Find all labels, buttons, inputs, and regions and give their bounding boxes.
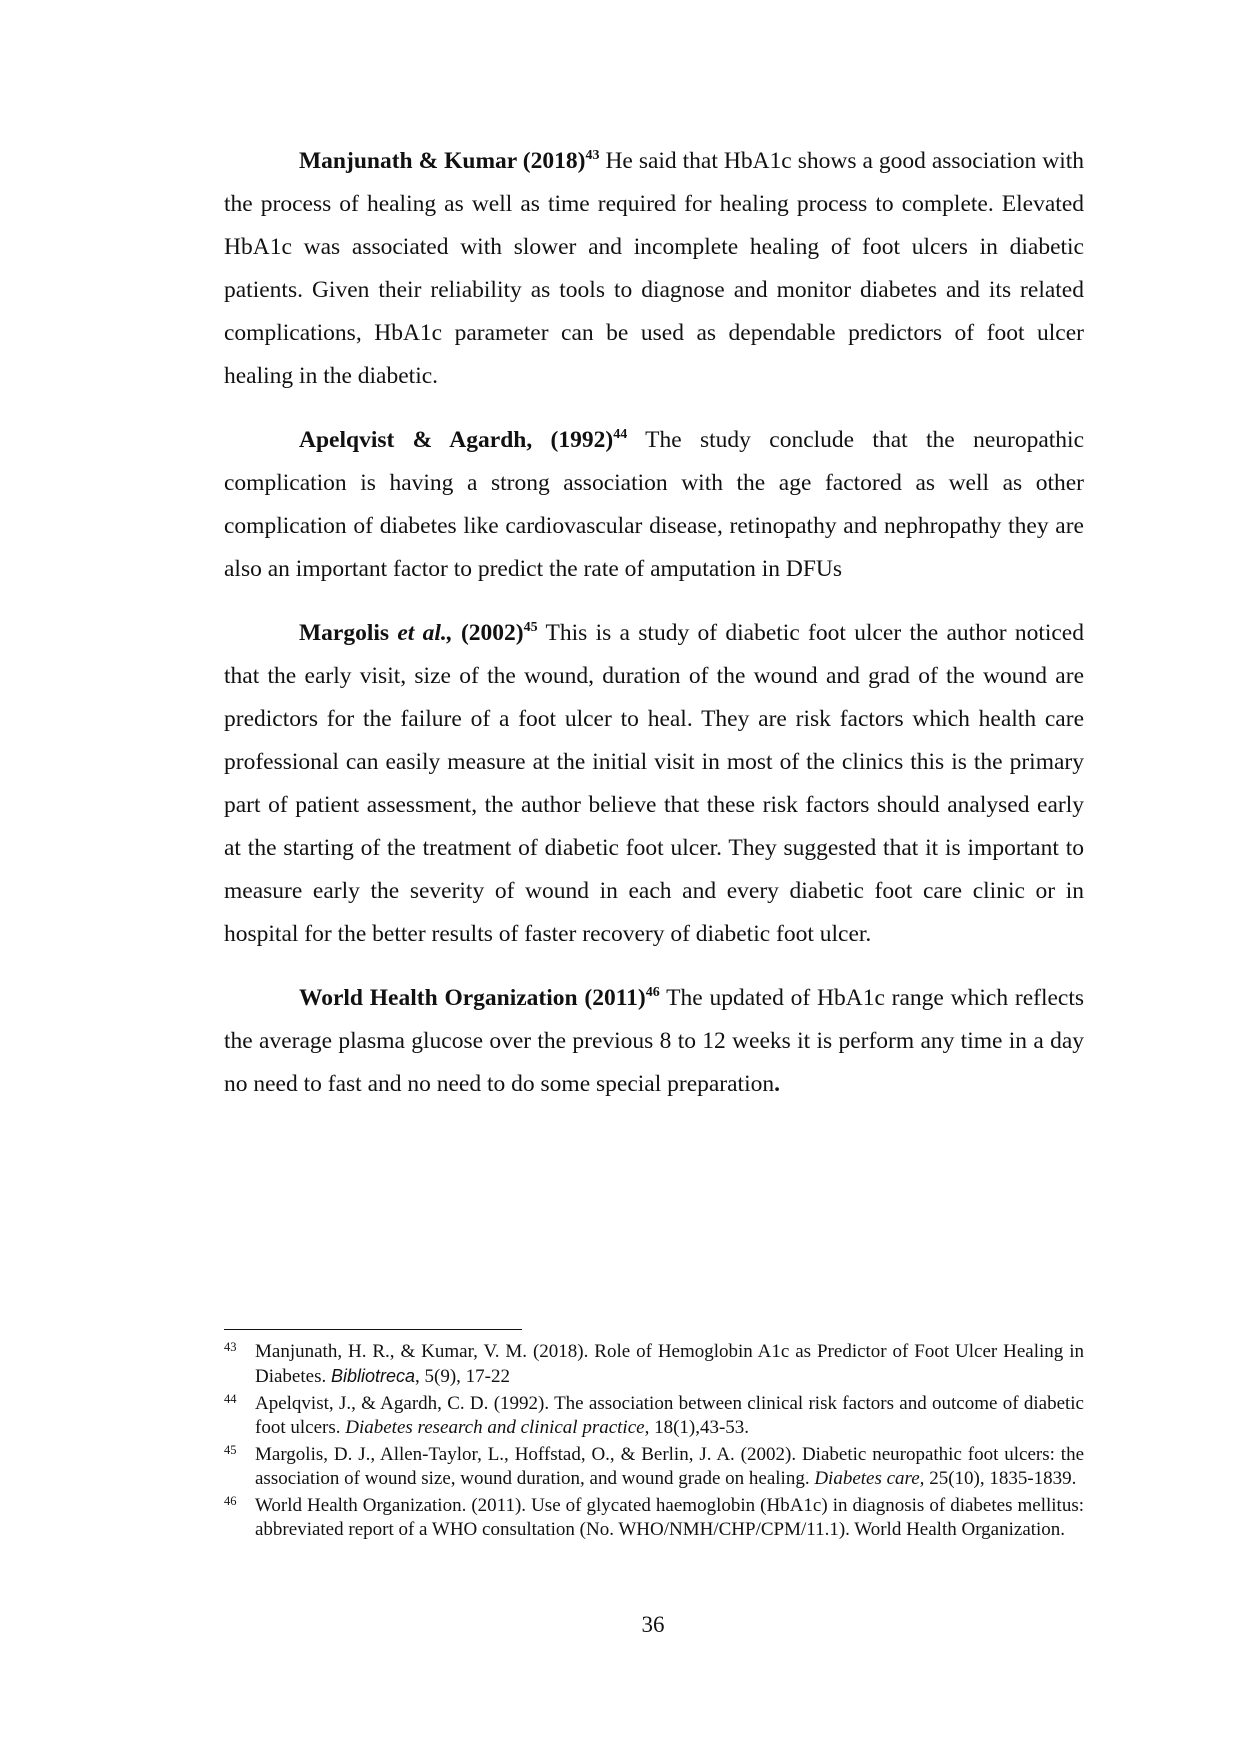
footnote-number: 46 [224, 1494, 237, 1508]
citation-italic: et al., [397, 620, 453, 646]
body-text [224, 140, 1084, 1127]
footnote-reference[interactable]: 43 [585, 148, 600, 164]
citation-lead: Apelqvist & Agardh, (1992)$^{44}$ [299, 427, 628, 453]
footnote-reference[interactable]: 46 [645, 985, 660, 1001]
footnote-separator [224, 1329, 522, 1330]
footnote-46: 46 World Health Organization. (2011). Use of glycated haemoglobin (HbA1c) in diagnosis of diabetes mellitus: abbreviated report of a WHO consultation (No. WHO/NMH/CHP/CPM/11.1). World Health Organization. [224, 1494, 1084, 1542]
footnote-45: 45 Margolis, D. J., Allen-Taylor, L., Hoffstad, O., & Berlin, J. A. (2002). Diabetic neuropathic foot ulcers: the association of wound size, wound duration, and wound grade on healing. Diabetes care, 25(10), 1835-1839. [224, 1443, 1084, 1491]
journal-title: Bibliotreca [330, 1366, 416, 1386]
paragraph-manjunath-kumar [224, 140, 1084, 398]
journal-title: Diabetes care, [814, 1468, 925, 1489]
footnote-number: 44 [224, 1392, 237, 1406]
footnote-44: 44 Apelqvist, J., & Agardh, C. D. (1992). The association between clinical risk factors and outcome of diabetic foot ulcers. Diabetes research and clinical practice, 18(1),43-53. [224, 1392, 1084, 1440]
paragraph-apelqvist-agardh [224, 419, 1084, 591]
paragraph-margolis [224, 612, 1084, 956]
citation-lead: World Health Organization (2011)$^{46}$ [299, 985, 660, 1011]
footnote-reference[interactable]: 45 [523, 620, 538, 636]
paragraph-text: This is a study of diabetic foot ulcer the author noticed that the early visit, size of the wound, duration of the wound and grad of the wound are predictors for the failure of a foot ulcer to heal. They are risk factors which health care professional can easily measure at the initial visit in most of the clinics this is the primary part of patient assessment, the author believe that these risk factors should analysed early at the starting of the treatment of diabetic foot ulcer. They suggested that it is important to measure early the severity of wound in each and every diabetic foot care clinic or in hospital for the better results of faster recovery of diabetic foot ulcer. [224, 620, 1084, 947]
citation-lead: Margolis et al., (2002)$^{45}$ [299, 620, 538, 646]
journal-title: Diabetes research and clinical practice [345, 1417, 645, 1438]
page-number: 36 [641, 1612, 665, 1637]
paragraph-text: The study conclude that the neuropathic complication is having a strong association with the age factored as well as other complication of diabetes like cardiovascular disease, retinopathy and nephropathy they are also an important factor to predict the rate of amputation in DFUs [224, 427, 1084, 582]
citation-lead: Manjunath & Kumar (2018)$^{43}$ [299, 148, 600, 174]
footnote-43: 43 Manjunath, H. R., & Kumar, V. M. (2018). Role of Hemoglobin A1c as Predictor of Foot Ulcer Healing in Diabetes. Bibliotreca, 5(9), 17-22 [224, 1340, 1084, 1389]
footnote-number: 43 [224, 1340, 237, 1354]
footnote-number: 45 [224, 1443, 237, 1457]
paragraph-who [224, 977, 1084, 1106]
footnote-reference[interactable]: 44 [613, 427, 628, 443]
paragraph-text: The updated of HbA1c range which reflects the average plasma glucose over the previous 8 to 12 weeks it is perform any time in a day no need to fast and no need to do some special preparation [224, 985, 1085, 1097]
paragraph-bold-tail: . [774, 1071, 780, 1097]
footnotes [224, 1340, 1084, 1545]
paragraph-text: He said that HbA1c shows a good association with the process of healing as well as time required for healing process to complete. Elevated HbA1c was associated with slower and incomplete healing of foot ulcers in diabetic patients. Given their reliability as tools to diagnose and monitor diabetes and its related complications, HbA1c parameter can be used as dependable predictors of foot ulcer healing in the diabetic. [224, 148, 1084, 389]
